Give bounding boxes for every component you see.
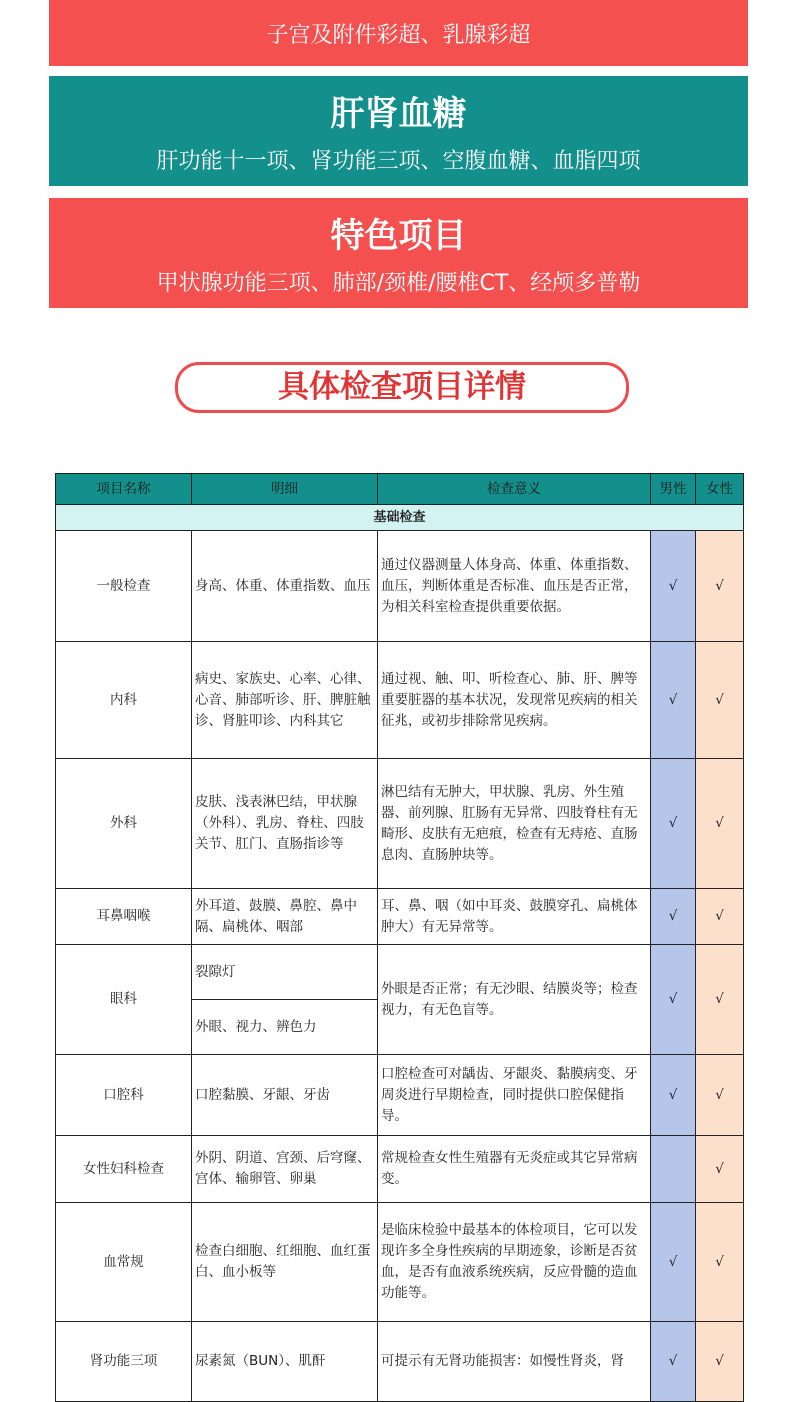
male-check: √: [651, 1203, 696, 1322]
banner-special-line: 甲状腺功能三项、肺部/颈椎/腰椎CT、经颅多普勒: [156, 271, 641, 296]
table-row: [56, 1322, 744, 1402]
header-detail: 明细: [192, 474, 378, 505]
row-name: 外科: [56, 759, 192, 889]
female-check: √: [696, 1203, 744, 1322]
row-detail: 裂隙灯: [192, 945, 378, 1000]
row-name: 眼科: [56, 945, 192, 1055]
row-detail: 皮肤、浅表淋巴结，甲状腺（外科）、乳房、脊柱、四肢关节、肛门、直肠指诊等: [192, 759, 378, 889]
female-check: √: [696, 1055, 744, 1136]
male-check: √: [651, 759, 696, 889]
section-title: 具体检查项目详情: [175, 362, 629, 413]
row-meaning: 耳、鼻、咽（如中耳炎、鼓膜穿孔、扁桃体肿大）有无异常等。: [378, 889, 651, 945]
row-detail: 病史、家族史、心率、心律、心音、肺部听诊、肝、脾脏触诊、肾脏叩诊、内科其它: [192, 642, 378, 759]
row-name: 女性妇科检查: [56, 1136, 192, 1203]
row-name: 一般检查: [56, 531, 192, 642]
header-male: 男性: [651, 474, 696, 505]
female-check: √: [696, 1136, 744, 1203]
table-row: [56, 945, 744, 1000]
female-check: √: [696, 531, 744, 642]
banner-liver-kidney-title: 肝肾血糖: [330, 94, 467, 134]
table-row: [56, 759, 744, 889]
table-row: [56, 1055, 744, 1136]
male-check: √: [651, 531, 696, 642]
male-check: √: [651, 1322, 696, 1402]
row-detail: 外眼、视力、辨色力: [192, 1000, 378, 1055]
row-meaning: 是临床检验中最基本的体检项目，它可以发现许多全身性疾病的早期迹象，诊断是否贫血，是否有血液系统疾病，反应骨髓的造血功能等。: [378, 1203, 651, 1322]
section-row: [56, 505, 744, 531]
row-detail: 口腔黏膜、牙龈、牙齿: [192, 1055, 378, 1136]
header-meaning: 检查意义: [378, 474, 651, 505]
row-name: 肾功能三项: [56, 1322, 192, 1402]
row-detail: 外阴、阴道、宫颈、后穹窿、宫体、输卵管、卵巢: [192, 1136, 378, 1203]
table-row: [56, 642, 744, 759]
row-meaning: 通过视、触、叩、听检查心、肺、肝、脾等重要脏器的基本状况，发现常见疾病的相关征兆，或初步排除常见疾病。: [378, 642, 651, 759]
male-check: √: [651, 945, 696, 1055]
section-basic: 基础检查: [56, 505, 744, 531]
header-item-name: 项目名称: [56, 474, 192, 505]
male-check: √: [651, 889, 696, 945]
row-meaning: 通过仪器测量人体身高、体重、体重指数、血压，判断体重是否标准、血压是否正常，为相关科室检查提供重要依据。: [378, 531, 651, 642]
male-check: √: [651, 642, 696, 759]
table-row: [56, 531, 744, 642]
header-female: 女性: [696, 474, 744, 505]
banner-special-title: 特色项目: [330, 216, 467, 256]
row-meaning: 淋巴结有无肿大，甲状腺、乳房、外生殖器、前列腺、肛肠有无异常、四肢脊柱有无畸形、皮肤有无疤痕，检查有无痔疮、直肠息肉、直肠肿块等。: [378, 759, 651, 889]
row-detail: 身高、体重、体重指数、血压: [192, 531, 378, 642]
row-meaning: 外眼是否正常；有无沙眼、结膜炎等；检查视力，有无色盲等。: [378, 945, 651, 1055]
row-name: 口腔科: [56, 1055, 192, 1136]
female-check: √: [696, 642, 744, 759]
row-name: 血常规: [56, 1203, 192, 1322]
male-check-empty: [651, 1136, 696, 1203]
female-check: √: [696, 1322, 744, 1402]
row-detail: 检查白细胞、红细胞、血红蛋白、血小板等: [192, 1203, 378, 1322]
table-header-row: [56, 474, 744, 505]
female-check: √: [696, 759, 744, 889]
row-detail: 尿素氮（BUN）、肌酐: [192, 1322, 378, 1402]
banner-liver-kidney: [49, 76, 748, 186]
banner-liver-kidney-line: 肝功能十一项、肾功能三项、空腹血糖、血脂四项: [156, 149, 641, 174]
female-check: √: [696, 889, 744, 945]
row-detail: 外耳道、鼓膜、鼻腔、鼻中隔、扁桃体、咽部: [192, 889, 378, 945]
row-meaning: 可提示有无肾功能损害：如慢性肾炎，肾: [378, 1322, 651, 1402]
row-meaning: 常规检查女性生殖器有无炎症或其它异常病变。: [378, 1136, 651, 1203]
table-row: [56, 1136, 744, 1203]
row-meaning: 口腔检查可对龋齿、牙龈炎、黏膜病变、牙周炎进行早期检查，同时提供口腔保健指导。: [378, 1055, 651, 1136]
banner-ultrasound: [49, 0, 748, 66]
exam-detail-table: [55, 473, 744, 1402]
table-row: [56, 1203, 744, 1322]
male-check: √: [651, 1055, 696, 1136]
table-row: [56, 889, 744, 945]
row-name: 耳鼻咽喉: [56, 889, 192, 945]
banner-special: [49, 198, 748, 308]
row-name: 内科: [56, 642, 192, 759]
banner-ultrasound-line: 子宫及附件彩超、乳腺彩超: [266, 23, 531, 48]
female-check: √: [696, 945, 744, 1055]
